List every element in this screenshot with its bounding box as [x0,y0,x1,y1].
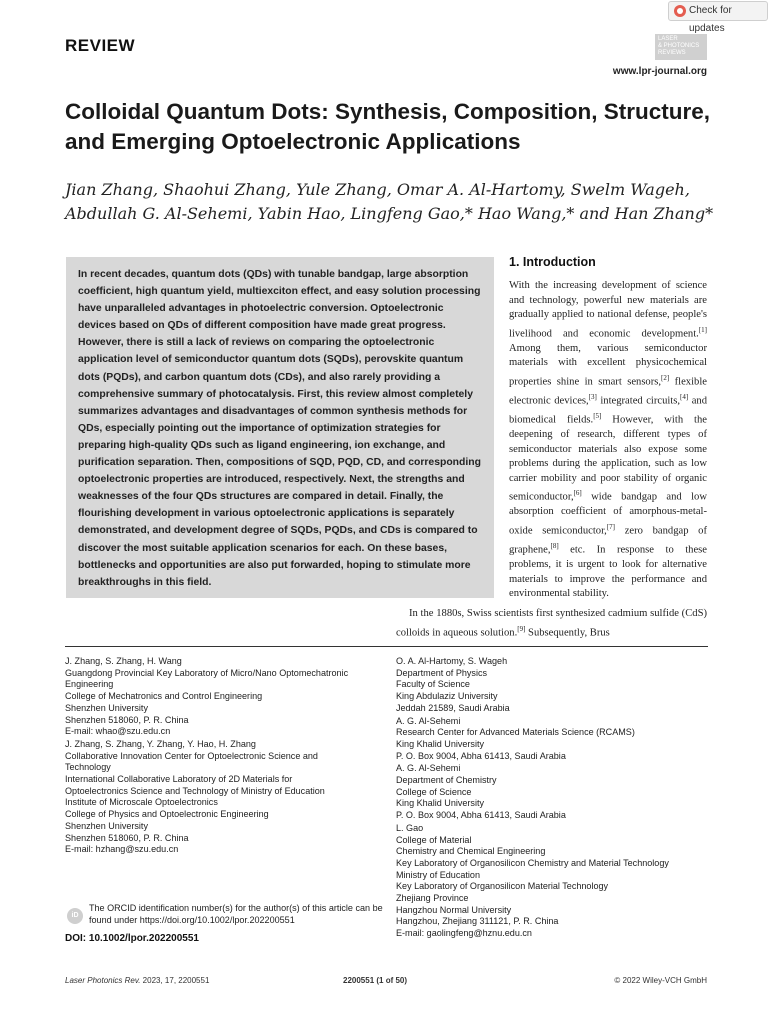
affiliation-line: Faculty of Science [396,679,470,690]
author-line: Jian Zhang, Shaohui Zhang, Yule Zhang, Omar A. Al-Hartomy, Swelm Wageh, [65,180,690,199]
footer-volume: 2023, 17, 2200551 [140,976,210,985]
affiliation-line: J. Zhang, S. Zhang, Y. Zhang, Y. Hao, H. Zhang [65,738,256,749]
affiliation-line: Hangzhou Normal University [396,904,512,915]
check-for-updates-button[interactable] [668,1,768,34]
footer-copyright: © 2022 Wiley-VCH GmbH [614,976,707,985]
affiliation-line: College of Science [396,786,472,797]
affiliation-line: J. Zhang, S. Zhang, H. Wang [65,656,182,666]
journal-logo-line: & PHOTONICS [658,43,700,49]
affiliation-line: Engineering [65,679,114,690]
abstract-box [66,257,494,598]
section-divider [65,646,708,647]
orcid-icon: iD [67,908,83,924]
section-label: REVIEW [65,36,136,55]
affiliation-line: Shenzhen University [65,820,148,831]
author-line: Abdullah G. Al-Sehemi, Yabin Hao, Lingfeng Gao,* Hao Wang,* and Han Zhang* [65,204,714,223]
affiliation-email[interactable]: E-mail: gaolingfeng@hznu.edu.cn [396,928,532,939]
affiliation-line: Department of Chemistry [396,775,497,786]
affiliation-line: Ministry of Education [396,869,480,880]
affiliations-left [65,656,385,857]
affiliation-line: Collaborative Innovation Center for Optoelectronic Science and [65,750,318,761]
orcid-note: The ORCID identification number(s) for the author(s) of this article can be found under https://doi.org/10.1002/lpor.202200551 [89,903,383,925]
affiliation-line: King Khalid University [396,798,484,809]
affiliation-line: Shenzhen University [65,702,148,713]
affiliation-email[interactable]: E-mail: hzhang@szu.edu.cn [65,844,179,855]
journal-logo-line: REVIEWS [658,50,686,56]
affiliation-line: Shenzhen 518060, P. R. China [65,714,189,725]
affiliation-line: Department of Physics [396,667,488,678]
affiliations-right [396,656,716,941]
affiliation-line: Jeddah 21589, Saudi Arabia [396,702,510,713]
journal-logo [655,34,707,60]
footer-citation [65,976,209,985]
affiliation-line: A. G. Al-Sehemi [396,763,461,774]
affiliation-line: A. G. Al-Sehemi [396,715,461,726]
abstract-text: In recent decades, quantum dots (QDs) with tunable bandgap, large absorption coefficient, high quantum yield, multiexciton effect, and easy solution processing have unparalleled advantages in photoelectric conversion. Optoelectronic devices based on QDs of different composition have made great progress. However, there is still a lack of reviews on comparing the optoelectronic application level of semiconductor quantum dots (SQDs), perovskite quantum dots (PQDs), and carbon quantum dots (CDs), and also rarely providing a comprehensive summary of photocatalysis. First, this review almost completely summarizes advantages and disadvantages of common synthesis methods for QDs, especially pointing out the importance of optimization strategies for preparing high-quality QDs such as ligand engineering, ion exchange, and purification separation. Then, compositions of SQD, PQD, CD, and corresponding optoelectronic properties are introduced, respectively. Next, the strengths and weaknesses of the four QDs structures are compared in detail. Finally, the flourishing development in various optoelectronic applications is separately demonstrated, and development degree of SQDs, PQDs, and CDs is compared to discover the most suitable application scenarios for each. On these bases, bottlenecks and opportunities are also put forwarded, hoping to stimulate more breakthroughs in this field. [78,269,481,588]
footer-journal-name: Laser Photonics Rev. [65,976,141,985]
affiliation-line: King Khalid University [396,738,484,749]
affiliation-block [396,763,716,822]
doi-link[interactable]: DOI: 10.1002/lpor.202200551 [65,933,199,944]
affiliation-line: P. O. Box 9004, Abha 61413, Saudi Arabia [396,810,566,821]
affiliation-line: King Abdulaziz University [396,691,498,702]
affiliation-block [65,739,385,856]
affiliation-block [396,656,716,715]
affiliation-line: College of Mechatronics and Control Engineering [65,691,263,702]
affiliation-line: O. A. Al-Hartomy, S. Wageh [396,656,508,666]
footer-page-number: 2200551 (1 of 50) [343,976,408,985]
journal-url-link[interactable]: www.lpr-journal.org [612,66,707,77]
affiliation-line: Technology [65,762,111,773]
introduction-paragraph: In the 1880s, Swiss scientists first synthesized cadmium sulfide (CdS) colloids in aqueous solution.[9] Subsequently, Brus [396,608,707,639]
affiliation-line: Shenzhen 518060, P. R. China [65,832,189,843]
affiliation-line: Key Laboratory of Organosilicon Chemistry and Material Technology [396,857,669,868]
affiliation-line: College of Material [396,834,472,845]
affiliation-email[interactable]: E-mail: whao@szu.edu.cn [65,726,171,737]
affiliation-block [396,716,716,763]
check-for-updates-label: Check for updates [689,5,732,34]
affiliation-block [65,656,385,738]
affiliation-line: College of Physics and Optoelectronic Engineering [65,809,269,820]
article-title: Colloidal Quantum Dots: Synthesis, Composition, Structure, and Emerging Optoelectronic Applications [65,99,711,154]
affiliation-line: Institute of Microscale Optoelectronics [65,797,218,808]
affiliation-line: International Collaborative Laboratory of 2D Materials for [65,774,293,785]
affiliation-line: Zhejiang Province [396,893,469,904]
affiliation-line: Key Laboratory of Organosilicon Material Technology [396,881,609,892]
journal-logo-line: LASER [658,36,678,42]
affiliation-line: Optoelectronics Science and Technology of Ministry of Education [65,785,325,796]
author-list [65,178,725,226]
affiliation-line: Guangdong Provincial Key Laboratory of Micro/Nano Optomechatronic [65,667,349,678]
introduction-paragraph: With the increasing development of science and technology, powerful new materials are gradually applied to national defense, people's livelihood and economic development.[1] Among them, various semiconductor materials with excellent physicochemical properties shine in smart sensors,[2] flexible electronic devices,[3] integrated circuits,[4] and biomedical fields.[5] However, with the deepening of research, different types of semiconductor materials also expose some problems during the application, such as low carrier mobility and poor stability of organic semiconductor,[6] wide bandgap and low absorption coefficient of amorphous-metal-oxide semiconductor,[7] zero bandgap of graphene,[8] etc. In response to these problems, it is urgent to look for alternative materials to improve the performance and environmental stability. [509,280,708,600]
affiliation-block [396,823,716,940]
affiliation-line: P. O. Box 9004, Abha 61413, Saudi Arabia [396,750,566,761]
crossmark-icon [674,5,686,17]
affiliation-line: Hangzhou, Zhejiang 311121, P. R. China [396,916,559,927]
affiliation-line: L. Gao [396,822,424,833]
introduction-heading: 1. Introduction [509,255,596,269]
affiliation-line: Research Center for Advanced Materials Science (RCAMS) [396,727,635,738]
affiliation-line: Chemistry and Chemical Engineering [396,846,546,857]
